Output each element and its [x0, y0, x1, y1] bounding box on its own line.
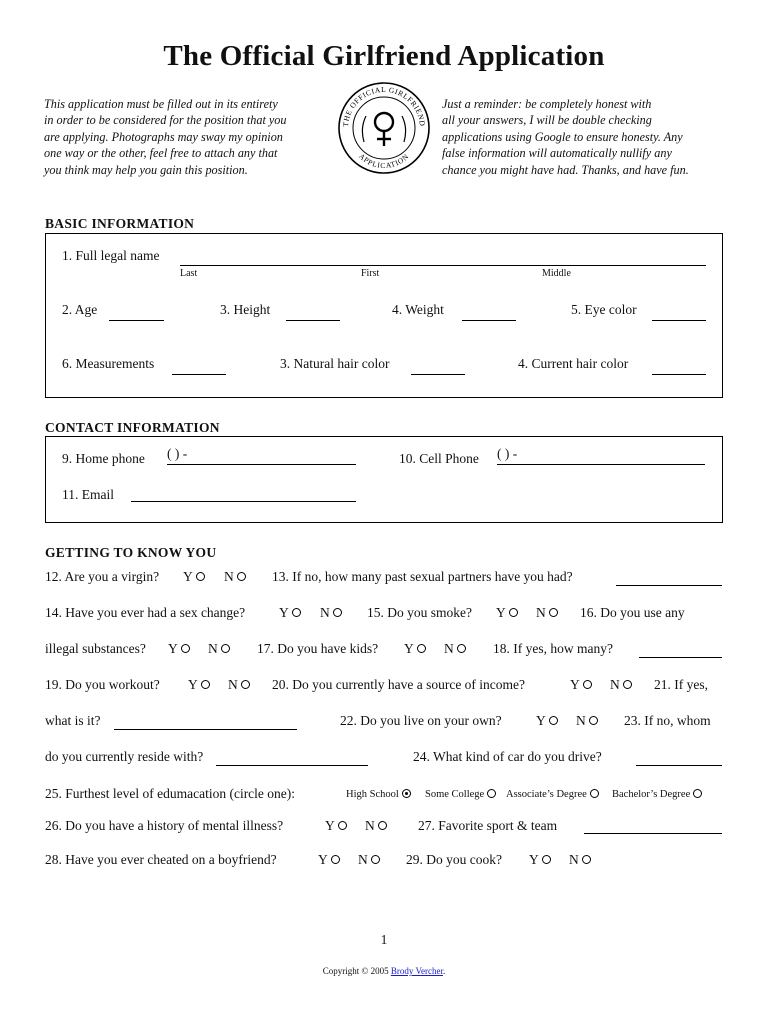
q15-label: 15. Do you smoke? [367, 605, 472, 620]
q17-no[interactable] [444, 641, 466, 657]
yes-label: Y [168, 641, 178, 656]
email-field[interactable] [131, 501, 356, 502]
q16-yes[interactable] [168, 641, 190, 657]
no-label: N [228, 677, 238, 692]
radio-icon[interactable] [196, 572, 205, 581]
natural-hair-label: 3. Natural hair color [280, 356, 390, 371]
intro-left [44, 96, 334, 178]
current-hair-field[interactable] [652, 374, 706, 375]
middle-name-caption: Middle [542, 268, 571, 279]
q23-field[interactable] [216, 765, 368, 766]
q27-label: 27. Favorite sport & team [418, 818, 558, 833]
radio-icon[interactable] [338, 821, 347, 830]
no-label: N [444, 641, 454, 656]
intro-left-line: are applying. Photographs may sway my opinion [44, 129, 283, 144]
radio-icon[interactable] [623, 680, 632, 689]
radio-icon[interactable] [402, 789, 411, 798]
yes-label: Y [404, 641, 414, 656]
yes-label: Y [318, 852, 328, 867]
radio-icon[interactable] [693, 789, 702, 798]
q21-field[interactable] [114, 729, 297, 730]
no-label: N [208, 641, 218, 656]
radio-icon[interactable] [237, 572, 246, 581]
radio-icon[interactable] [582, 855, 591, 864]
q24-field[interactable] [636, 765, 722, 766]
q25-label: 25. Furthest level of edumacation (circle one): [45, 786, 296, 801]
intro-right-line: Just a reminder: be completely honest with [442, 97, 652, 111]
q16b-label: illegal substances? [45, 641, 146, 656]
yes-label: Y [570, 677, 580, 692]
yes-label: Y [529, 852, 539, 867]
full-name-field[interactable] [180, 265, 706, 266]
q21-label: 21. If yes, [654, 677, 708, 692]
q23-label: 23. If no, whom [624, 713, 711, 728]
yes-label: Y [325, 818, 335, 833]
no-label: N [569, 852, 579, 867]
q15-no[interactable] [536, 605, 558, 621]
radio-icon[interactable] [417, 644, 426, 653]
q19-yes[interactable] [188, 677, 210, 693]
q28-no[interactable] [358, 852, 380, 868]
q14-no[interactable] [320, 605, 342, 621]
intro-left-line: in order to be considered for the position that you [44, 113, 287, 128]
q20-label: 20. Do you currently have a source of income? [272, 677, 526, 692]
radio-icon[interactable] [549, 716, 558, 725]
radio-icon[interactable] [333, 608, 342, 617]
option-label: Bachelor’s Degree [612, 789, 691, 800]
q18-field[interactable] [639, 657, 722, 658]
radio-icon[interactable] [181, 644, 190, 653]
age-label: 2. Age [62, 302, 98, 317]
q13-label: 13. If no, how many past sexual partners have you had? [272, 569, 573, 584]
natural-hair-field[interactable] [411, 374, 465, 375]
intro-right-line: applications using Google to ensure honesty. Any [442, 129, 683, 144]
author-link[interactable]: Brody Vercher [390, 966, 443, 976]
home-phone-label: 9. Home phone [62, 451, 145, 466]
option-associates[interactable] [506, 789, 599, 800]
no-label: N [358, 852, 368, 867]
q12-yes[interactable] [183, 569, 205, 585]
q19-label: 19. Do you workout? [45, 677, 160, 692]
radio-icon[interactable] [549, 608, 558, 617]
radio-icon[interactable] [509, 608, 518, 617]
radio-icon[interactable] [292, 608, 301, 617]
q21b-label: what is it? [45, 713, 101, 728]
yes-label: Y [183, 569, 193, 584]
intro-left-line: This application must be filled out in its entirety [44, 97, 278, 111]
q29-no[interactable] [569, 852, 591, 868]
yes-label: Y [536, 713, 546, 728]
no-label: N [576, 713, 586, 728]
q23b-label: do you currently reside with? [45, 749, 204, 764]
q26-label: 26. Do you have a history of mental illness? [45, 818, 284, 833]
height-field[interactable] [286, 320, 340, 321]
home-phone-field[interactable]: ( ) - [167, 446, 356, 465]
last-name-caption: Last [180, 268, 198, 279]
option-label: High School [346, 789, 399, 800]
q22-no[interactable] [576, 713, 598, 729]
radio-icon[interactable] [331, 855, 340, 864]
q18-label: 18. If yes, how many? [493, 641, 613, 656]
seal-text-bottom: APPLICATION [357, 151, 411, 171]
option-high-school[interactable] [346, 789, 411, 800]
q14-label: 14. Have you ever had a sex change? [45, 605, 246, 620]
eye-color-label: 5. Eye color [571, 302, 637, 317]
radio-icon[interactable] [583, 680, 592, 689]
seal-text-top: THE OFFICIAL GIRLFRIEND [340, 84, 428, 128]
weight-field[interactable] [462, 320, 516, 321]
q26-yes[interactable] [325, 818, 347, 834]
q20-no[interactable] [610, 677, 632, 693]
no-label: N [320, 605, 330, 620]
q12-label: 12. Are you a virgin? [45, 569, 160, 584]
q16-label: 16. Do you use any [580, 605, 685, 620]
radio-icon[interactable] [457, 644, 466, 653]
know-heading: GETTING TO KNOW YOU [45, 545, 217, 560]
intro-left-line: one way or the other, feel free to attach any that [44, 146, 278, 161]
q22-yes[interactable] [536, 713, 558, 729]
intro-right-line: all your answers, I will be double checking [442, 113, 652, 128]
radio-icon[interactable] [241, 680, 250, 689]
option-label: Associate’s Degree [506, 789, 587, 800]
q26-no[interactable] [365, 818, 387, 834]
radio-icon[interactable] [542, 855, 551, 864]
option-bachelors[interactable] [612, 789, 702, 800]
contact-heading: CONTACT INFORMATION [45, 420, 220, 435]
radio-icon[interactable] [487, 789, 496, 798]
q19-no[interactable] [228, 677, 250, 693]
no-label: N [365, 818, 375, 833]
q28-label: 28. Have you ever cheated on a boyfriend? [45, 852, 277, 867]
intro-right-line: false information will automatically nullify any [442, 146, 672, 161]
radio-icon[interactable] [378, 821, 387, 830]
copyright-text: Copyright © 2005 [322, 966, 391, 976]
q28-yes[interactable] [318, 852, 340, 868]
radio-icon[interactable] [371, 855, 380, 864]
q17-label: 17. Do you have kids? [257, 641, 379, 656]
cell-phone-label: 10. Cell Phone [399, 451, 479, 466]
basic-heading: BASIC INFORMATION [45, 216, 195, 231]
intro-right-line: chance you might have had. Thanks, and have fun. [442, 162, 689, 177]
yes-label: Y [496, 605, 506, 620]
current-hair-label: 4. Current hair color [518, 356, 629, 371]
no-label: N [610, 677, 620, 692]
yes-label: Y [279, 605, 289, 620]
cell-phone-field[interactable]: ( ) - [497, 446, 705, 465]
q29-yes[interactable] [529, 852, 551, 868]
copyright [0, 966, 768, 976]
eye-color-field[interactable] [652, 320, 706, 321]
page-number: 1 [380, 932, 388, 947]
intro-left-line: you think may help you gain this position. [44, 162, 248, 177]
first-name-caption: First [361, 268, 380, 279]
official-seal-icon [336, 80, 432, 176]
radio-icon[interactable] [589, 716, 598, 725]
radio-icon[interactable] [590, 789, 599, 798]
q29-label: 29. Do you cook? [406, 852, 502, 867]
q24-label: 24. What kind of car do you drive? [413, 749, 602, 764]
option-label: Some College [425, 789, 485, 800]
q16-no[interactable] [208, 641, 230, 657]
q15-yes[interactable] [496, 605, 518, 621]
no-label: N [224, 569, 234, 584]
copyright-end: . [442, 966, 446, 976]
age-field[interactable] [109, 320, 164, 321]
intro-right [442, 96, 732, 178]
yes-label: Y [188, 677, 198, 692]
weight-label: 4. Weight [392, 302, 444, 317]
radio-icon[interactable] [201, 680, 210, 689]
measurements-field[interactable] [172, 374, 226, 375]
height-label: 3. Height [220, 302, 271, 317]
page-title: The Official Girlfriend Application [163, 40, 605, 72]
email-label: 11. Email [62, 487, 114, 502]
no-label: N [536, 605, 546, 620]
q14-yes[interactable] [279, 605, 301, 621]
q27-field[interactable] [584, 833, 722, 834]
q13-field[interactable] [616, 585, 722, 586]
q12-no[interactable] [224, 569, 246, 585]
q17-yes[interactable] [404, 641, 426, 657]
option-some-college[interactable] [425, 789, 496, 800]
q20-yes[interactable] [570, 677, 592, 693]
full-name-label: 1. Full legal name [62, 248, 160, 263]
measurements-label: 6. Measurements [62, 356, 155, 371]
q22-label: 22. Do you live on your own? [340, 713, 502, 728]
radio-icon[interactable] [221, 644, 230, 653]
